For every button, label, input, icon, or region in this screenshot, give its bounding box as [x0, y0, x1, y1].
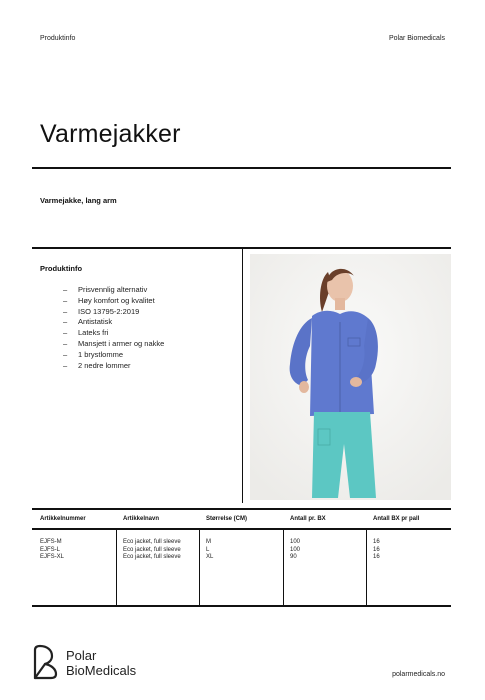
list-item: – Mansjett i armer og nakke	[63, 338, 165, 348]
column-divider	[199, 530, 200, 606]
list-item: – 2 nedre lommer	[63, 360, 131, 370]
header-left-label: Produktinfo	[40, 35, 76, 42]
table-column-boxes-per-pallet	[373, 539, 380, 562]
table-header-border	[32, 528, 451, 530]
list-item: – Antistatisk	[63, 317, 113, 327]
header-company-name: Polar Biomedicals	[388, 35, 445, 42]
model-in-jacket-illustration	[250, 254, 451, 500]
page-title: Varmejakker	[40, 120, 181, 148]
table-bottom-border	[32, 605, 451, 607]
feature-list	[63, 285, 164, 371]
column-header-size: Størrelse (CM)	[206, 516, 248, 522]
footer-website-url: polarmedicals.no	[392, 671, 445, 678]
column-divider	[116, 530, 117, 606]
table-cell: 90	[290, 554, 297, 561]
feature-text: 2 nedre lommer	[78, 360, 131, 370]
feature-text: Høy komfort og kvalitet	[78, 295, 155, 305]
feature-text: ISO 13795-2:2019	[78, 306, 140, 316]
feature-text: 1 brystlomme	[78, 349, 124, 359]
table-column-qty-per-box	[290, 539, 300, 562]
table-top-border	[32, 508, 451, 510]
polar-biomedicals-logo-icon	[32, 644, 60, 680]
footer-brand-name	[66, 648, 136, 678]
table-cell: Eco jacket, full sleeve	[123, 554, 181, 561]
list-item: – ISO 13795-2:2019	[63, 306, 140, 316]
feature-text: Antistatisk	[78, 317, 113, 327]
table-cell: 16	[373, 539, 380, 545]
column-header-article-name: Artikkelnavn	[123, 516, 160, 522]
table-column-article-names	[123, 539, 181, 562]
table-cell: EJFS-XL	[40, 554, 65, 561]
product-subtitle: Varmejakke, lang arm	[40, 196, 117, 205]
column-header-qty-per-box: Antall pr. BX	[290, 516, 326, 522]
list-item: – 1 brystlomme	[63, 349, 124, 359]
list-item: – Prisvennlig alternativ	[63, 285, 148, 294]
table-column-article-numbers	[40, 539, 64, 562]
table-cell: Eco jacket, full sleeve	[123, 546, 181, 553]
product-info-heading: Produktinfo	[40, 264, 83, 273]
table-cell: EJFS-L	[40, 546, 61, 553]
table-cell: XL	[206, 554, 214, 561]
table-column-sizes	[206, 539, 213, 562]
table-cell: Eco jacket, full sleeve	[123, 539, 181, 545]
section-vertical-divider	[242, 248, 243, 503]
brand-line-1: Polar	[66, 648, 97, 663]
table-cell: 100	[290, 546, 301, 553]
table-cell: 100	[290, 539, 301, 545]
table-cell: M	[206, 539, 211, 545]
list-item: – Lateks fri	[63, 328, 109, 338]
list-item: – Høy komfort og kvalitet	[63, 295, 155, 305]
table-cell: EJFS-M	[40, 539, 62, 545]
table-cell: 16	[373, 554, 380, 561]
title-divider	[32, 167, 451, 169]
feature-text: Prisvennlig alternativ	[78, 285, 148, 294]
table-cell: L	[206, 546, 210, 553]
column-divider	[366, 530, 367, 606]
column-divider	[283, 530, 284, 606]
table-cell: 16	[373, 546, 380, 553]
feature-text: Mansjett i armer og nakke	[78, 338, 165, 348]
column-header-article-number: Artikkelnummer	[40, 516, 86, 522]
feature-text: Lateks fri	[78, 328, 109, 338]
column-header-boxes-per-pallet: Antall BX pr pall	[373, 516, 420, 522]
product-photo	[250, 254, 451, 500]
brand-line-2: BioMedicals	[66, 663, 137, 678]
